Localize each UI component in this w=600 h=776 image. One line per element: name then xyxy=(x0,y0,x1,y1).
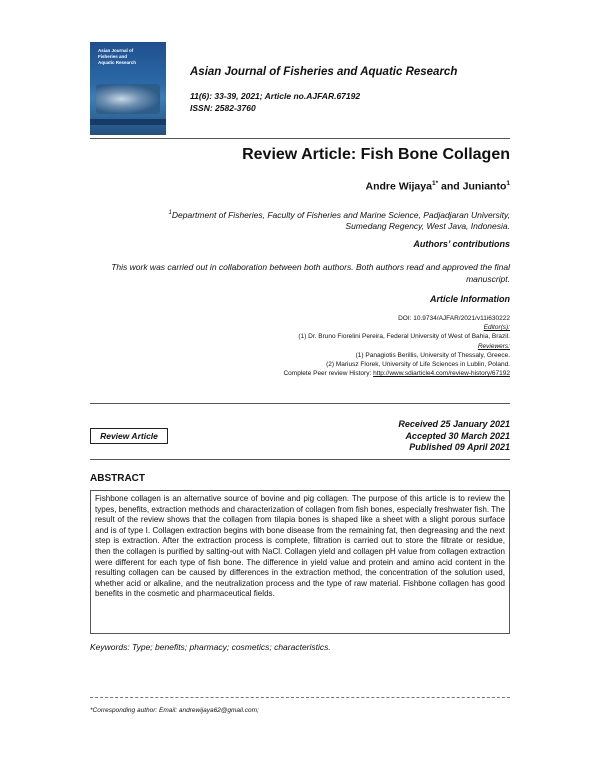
reviewers-label: Reviewers: xyxy=(477,342,510,350)
contributions-heading: Authors’ contributions xyxy=(413,239,510,249)
corresponding-author-footnote: *Corresponding author: Email: andrewijaya62@gmail.com; xyxy=(90,707,259,714)
reviewer-entry: (2) Mariusz Florek, University of Life Sciences in Lublin, Poland. xyxy=(326,361,510,369)
dates-block xyxy=(398,419,510,454)
cover-title-line: Aquatic Research xyxy=(98,60,137,65)
affiliation-superscript: 1 xyxy=(168,210,172,216)
article-type-badge: Review Article xyxy=(90,428,168,444)
author-line xyxy=(366,180,510,193)
abstract-heading: ABSTRACT xyxy=(90,473,145,484)
published-date: Published 09 April 2021 xyxy=(409,442,510,452)
cover-band xyxy=(90,119,166,125)
author-connector: and xyxy=(438,180,463,193)
keywords: Keywords: Type; benefits; pharmacy; cosmetics; characteristics. xyxy=(90,642,331,652)
abstract-text: Fishbone collagen is an alternative source of bovine and pig collagen. The purpose of this article is to review the types, benefits, extraction methods and characterization of collagen from fish bones, especially freshwater fish. The result of the review shows that the collagen from tilapia bones is shaped like a sheet with a slight porous surface and is of type I. Collagen extraction begins with bone disease from the remaining fat, then degreasing and the next step is extraction. After the extraction process is complete, filtration is carried out to store the filtrate or residue, then the collagen is purified by salting-out with NaCl. Collagen yield and collagen pH value from collagen extraction were different for each type of fish bone. The difference in yield value and protein and amino acid content in the resulting collagen can be caused by differences in the extraction method, the concentration of the solution used, whether acid or alkaline, and the neutralization process and the type of raw material. Fishbone collagen has good benefits in the cosmetic and pharmaceutical fields. xyxy=(90,490,510,634)
author-superscript: 1* xyxy=(431,180,439,187)
author-name: Andre Wijaya xyxy=(365,180,432,193)
reviewer-entry: (1) Panagiotis Berillis, University of Thessaly, Greece. xyxy=(355,351,510,359)
journal-volume: 11(6): 33-39, 2021; Article no.AJFAR.67192 xyxy=(190,91,361,101)
cover-photo xyxy=(96,84,160,114)
dates-divider xyxy=(90,459,510,460)
review-history xyxy=(90,369,510,378)
contributions-text: This work was carried out in collaboration between both authors. Both authors read and approved the final manuscript. xyxy=(111,262,510,284)
review-history-link[interactable]: http://www.sdiarticle4.com/review-history/67192 xyxy=(373,370,510,378)
author-name: Junianto xyxy=(462,180,507,193)
affiliation-text: Department of Fisheries, Faculty of Fisheries and Marine Science, Padjadjaran University, Sumedang Regency, West Java, Indonesia. xyxy=(171,209,510,232)
received-date: Received 25 January 2021 xyxy=(398,419,510,429)
author-superscript: 1 xyxy=(506,180,510,187)
editor-entry: (1) Dr. Bruno Fiorelini Pereira, Federal University of West of Bahia, Brazil. xyxy=(298,333,510,341)
paper-title: Review Article: Fish Bone Collagen xyxy=(242,146,510,163)
journal-cover-image xyxy=(90,42,166,135)
cover-title-line: Asian Journal of xyxy=(98,48,134,53)
cover-title-line: Fisheries and xyxy=(98,54,128,59)
header-divider xyxy=(90,138,510,139)
article-info-heading: Article Information xyxy=(429,294,510,304)
info-divider xyxy=(90,403,510,404)
review-history-label: Complete Peer review History: xyxy=(283,370,374,378)
accepted-date: Accepted 30 March 2021 xyxy=(405,430,510,441)
journal-issn: ISSN: 2582-3760 xyxy=(190,103,256,113)
journal-name: Asian Journal of Fisheries and Aquatic Research xyxy=(190,66,458,78)
affiliation xyxy=(130,208,510,233)
editors-label: Editor(s): xyxy=(483,324,510,332)
footnote-divider xyxy=(90,697,510,698)
article-info-block xyxy=(90,314,510,378)
doi: DOI: 10.9734/AJFAR/2021/v11i630222 xyxy=(398,315,510,322)
